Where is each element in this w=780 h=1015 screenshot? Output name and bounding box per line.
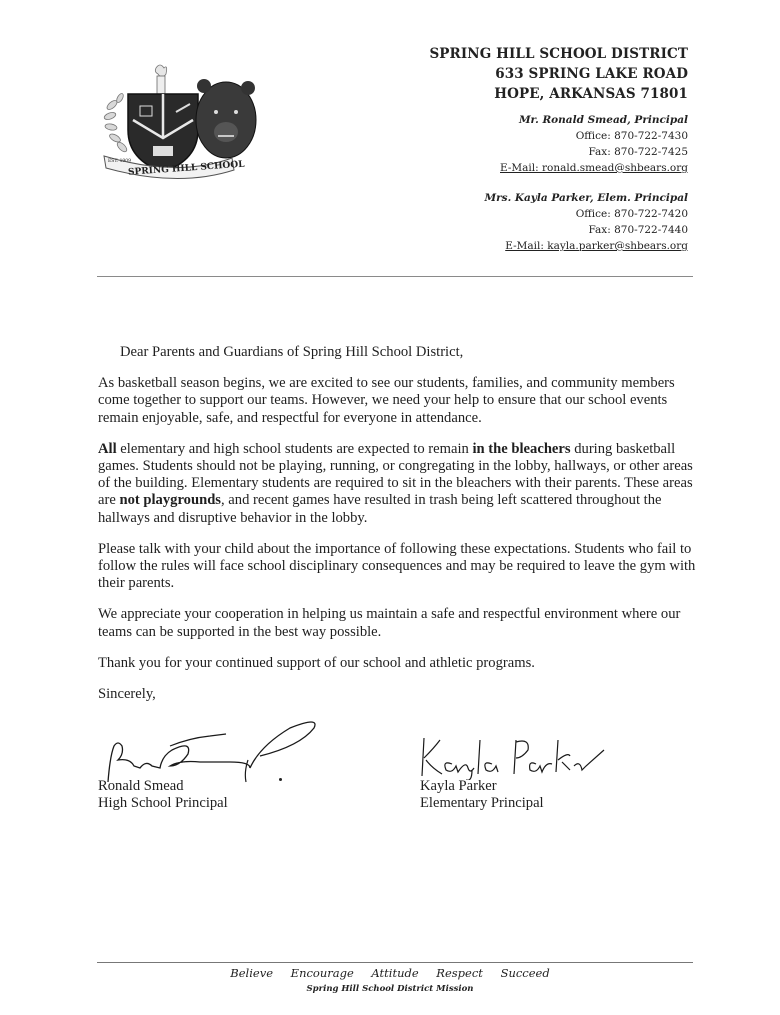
contact-email-link[interactable]: E-Mail: ronald.smead@shbears.org bbox=[500, 162, 688, 174]
paragraph-intro: As basketball season begins, we are excited to see our students, families, and community members come together to support our teams. However, we need your help to ensure that our school events remain enjoyable, safe, and respectful for everyone in attendance. bbox=[98, 375, 675, 426]
text-span: during basketball games. Students should not be playing, running, or congregating in the lobby, hallways, or other areas of the building. Elementary students are required to sit in the bleachers with their parents. These areas are bbox=[98, 440, 693, 509]
signature-block-high-school bbox=[98, 778, 228, 813]
text-span: elementary and high school students are expected to remain bbox=[116, 440, 473, 457]
ink-dot bbox=[279, 778, 282, 781]
bold-in-the-bleachers: in the bleachers bbox=[472, 440, 571, 457]
value-succeed: Succeed bbox=[500, 966, 550, 980]
contact-high-school-principal bbox=[500, 112, 688, 176]
contact-office-phone: Office: 870-722-7420 bbox=[575, 208, 688, 220]
signer-name: Ronald Smead bbox=[98, 778, 184, 794]
signer-name: Kayla Parker bbox=[420, 778, 497, 794]
value-encourage: Encourage bbox=[290, 966, 354, 980]
svg-text:EST. 1909: EST. 1909 bbox=[108, 159, 132, 164]
footer-mission: Spring Hill School District Mission bbox=[306, 984, 474, 994]
signature-ronald-smead bbox=[100, 716, 330, 786]
value-respect: Respect bbox=[436, 966, 483, 980]
contact-name: Mrs. Kayla Parker, Elem. Principal bbox=[484, 192, 688, 204]
district-address-block bbox=[429, 44, 688, 104]
contact-fax: Fax: 870-722-7440 bbox=[588, 224, 688, 236]
signature-kayla-parker bbox=[418, 730, 608, 780]
value-attitude: Attitude bbox=[371, 966, 419, 980]
signature-block-elementary bbox=[420, 778, 544, 813]
svg-text:SPRING HILL SCHOOL: SPRING HILL SCHOOL bbox=[127, 159, 245, 178]
paragraph-thanks: Thank you for your continued support of our school and athletic programs. bbox=[98, 654, 535, 671]
signer-title: High School Principal bbox=[98, 795, 228, 812]
school-crest-logo bbox=[98, 60, 258, 180]
paragraph-appreciation: We appreciate your cooperation in helping us maintain a safe and respectful environment where our teams can be supported in the best way possible. bbox=[98, 606, 681, 640]
text-span: , and recent games have resulted in trash being left scattered throughout the hallways and disruptive behavior in the lobby. bbox=[98, 492, 662, 526]
letter-body bbox=[98, 344, 698, 717]
district-name: SPRING HILL SCHOOL DISTRICT bbox=[429, 46, 688, 62]
contact-elementary-principal bbox=[485, 190, 689, 254]
paragraph-consequences: Please talk with your child about the importance of following these expectations. Students who fail to follow the rules will face school disciplinary consequences and may be required to leave the gym with their parents. bbox=[98, 540, 696, 592]
closing: Sincerely, bbox=[98, 686, 156, 703]
salutation: Dear Parents and Guardians of Spring Hill School District, bbox=[120, 344, 464, 360]
district-city: HOPE, ARKANSAS 71801 bbox=[494, 86, 688, 102]
value-believe: Believe bbox=[230, 966, 274, 980]
paragraph-expectations bbox=[98, 441, 698, 527]
contact-name: Mr. Ronald Smead, Principal bbox=[518, 114, 688, 126]
footer-values bbox=[0, 966, 780, 980]
bold-all: All bbox=[98, 440, 117, 457]
contact-fax: Fax: 870-722-7425 bbox=[588, 146, 688, 158]
footer-divider bbox=[97, 962, 693, 963]
bold-not-playgrounds: not playgrounds bbox=[119, 492, 221, 509]
header-divider bbox=[97, 276, 693, 277]
contact-email-link[interactable]: E-Mail: kayla.parker@shbears.org bbox=[505, 240, 688, 252]
signer-title: Elementary Principal bbox=[420, 795, 544, 812]
contact-office-phone: Office: 870-722-7430 bbox=[575, 130, 688, 142]
district-street: 633 SPRING LAKE ROAD bbox=[495, 66, 688, 82]
